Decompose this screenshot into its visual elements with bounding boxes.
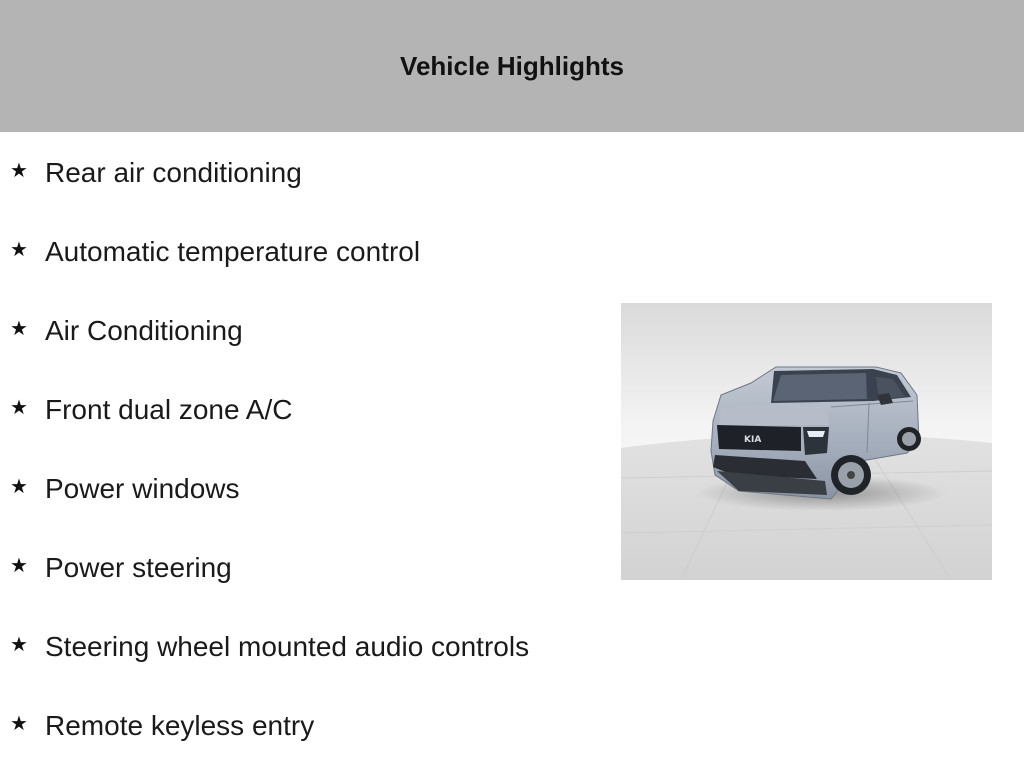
vehicle-photo-illustration — [621, 303, 992, 580]
page-title: Vehicle Highlights — [400, 50, 624, 81]
badge-text: KIA — [744, 435, 762, 445]
highlight-label: Remote keyless entry — [45, 710, 315, 741]
vehicle-photo — [621, 303, 992, 580]
star-icon: ★ — [10, 632, 28, 656]
highlight-label: Air Conditioning — [45, 315, 243, 346]
star-icon: ★ — [10, 395, 28, 419]
highlight-label: Power windows — [45, 473, 240, 504]
star-icon: ★ — [10, 237, 28, 261]
highlight-label: Front dual zone A/C — [45, 394, 293, 425]
star-icon: ★ — [10, 711, 28, 735]
highlight-label: Rear air conditioning — [45, 157, 302, 188]
highlight-label: Power steering — [45, 552, 232, 583]
star-icon: ★ — [10, 474, 28, 498]
star-icon: ★ — [10, 158, 28, 182]
header-banner — [0, 0, 1024, 132]
highlight-label: Steering wheel mounted audio controls — [45, 631, 530, 662]
highlight-label: Automatic temperature control — [45, 236, 421, 267]
star-icon: ★ — [10, 553, 28, 577]
star-icon: ★ — [10, 316, 28, 340]
